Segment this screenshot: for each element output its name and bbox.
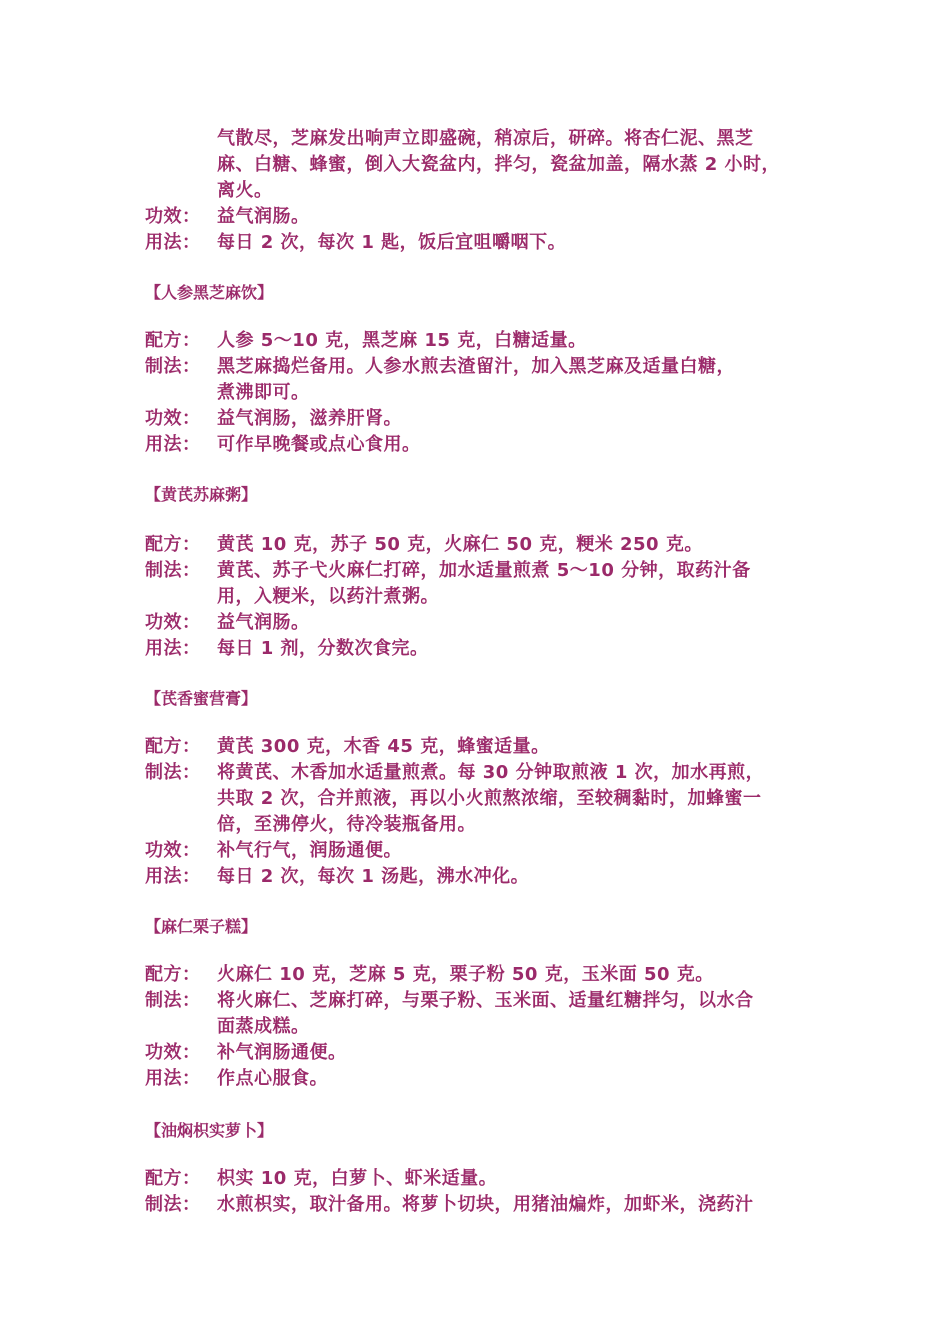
effect-text: 补气润肠通便。 [217, 1042, 347, 1063]
recipe-title: 【人参黑芝麻饮】 [145, 283, 274, 302]
usage-label: 用法： [145, 638, 201, 659]
formula-label: 配方： [145, 736, 201, 757]
usage-row [145, 864, 815, 890]
effect-text: 补气行气，润肠通便。 [217, 840, 402, 861]
recipe-title: 【麻仁栗子糕】 [145, 917, 258, 936]
usage-row [145, 1066, 815, 1092]
usage-label: 用法： [145, 866, 201, 887]
method-line: 共取 2 次，合并煎液，再以小火煎熬浓缩，至较稠黏时，加蜂蜜一 [217, 788, 762, 809]
effect-label: 功效： [145, 840, 201, 861]
formula-label: 配方： [145, 330, 201, 351]
method-row [145, 988, 815, 1040]
empty-label [145, 126, 217, 204]
formula-text: 枳实 10 克，白萝卜、虾米适量。 [217, 1168, 498, 1189]
continuation-line: 麻、白糖、蜂蜜，倒入大瓷盆内，拌匀，瓷盆加盖，隔水蒸 2 小时， [217, 154, 781, 175]
formula-row [145, 1166, 815, 1192]
formula-row [145, 962, 815, 988]
method-label: 制法： [145, 1194, 201, 1215]
effect-label: 功效： [145, 408, 201, 429]
effect-row [145, 610, 815, 636]
usage-text: 每日 2 次，每次 1 汤匙，沸水冲化。 [217, 866, 530, 887]
recipe-title: 【黄芪苏麻粥】 [145, 485, 258, 504]
continuation-line: 气散尽，芝麻发出响声立即盛碗，稍凉后，研碎。将杏仁泥、黑芝 [217, 128, 754, 149]
method-label: 制法： [145, 762, 201, 783]
method-text [217, 760, 815, 838]
continuation-text [145, 126, 815, 204]
usage-label: 用法： [145, 232, 201, 253]
formula-row [145, 328, 815, 354]
effect-row [145, 1040, 815, 1066]
formula-label: 配方： [145, 534, 201, 555]
usage-text: 可作早晚餐或点心食用。 [217, 434, 421, 455]
recipe-title: 【油焖枳实萝卜】 [145, 1121, 274, 1140]
continuation-lines [217, 126, 815, 204]
recipe-title: 【芪香蜜营膏】 [145, 689, 258, 708]
formula-text: 火麻仁 10 克，芝麻 5 克，栗子粉 50 克，玉米面 50 克。 [217, 964, 714, 985]
usage-row [145, 230, 815, 256]
usage-row [145, 636, 815, 662]
formula-text: 人参 5～10 克，黑芝麻 15 克，白糖适量。 [217, 330, 587, 351]
formula-label: 配方： [145, 1168, 201, 1189]
method-line: 用，入粳米，以药汁煮粥。 [217, 586, 439, 607]
effect-label: 功效： [145, 1042, 201, 1063]
formula-row [145, 734, 815, 760]
method-text [217, 354, 815, 406]
method-label: 制法： [145, 356, 201, 377]
formula-row [145, 532, 815, 558]
usage-label: 用法： [145, 1068, 201, 1089]
effect-row [145, 838, 815, 864]
method-line: 将黄芪、木香加水适量煎煮。每 30 分钟取煎液 1 次，加水再煎， [217, 762, 765, 783]
method-label: 制法： [145, 560, 201, 581]
effect-label: 功效： [145, 612, 201, 633]
effect-text: 益气润肠。 [217, 206, 310, 227]
method-line: 倍，至沸停火，待冷装瓶备用。 [217, 814, 476, 835]
method-row [145, 760, 815, 838]
usage-text: 每日 1 剂，分数次食完。 [217, 638, 429, 659]
usage-text: 作点心服食。 [217, 1068, 328, 1089]
effect-row [145, 204, 815, 230]
formula-label: 配方： [145, 964, 201, 985]
effect-row [145, 406, 815, 432]
effect-text: 益气润肠，滋养肝肾。 [217, 408, 402, 429]
method-line: 黑芝麻捣烂备用。人参水煎去渣留汁，加入黑芝麻及适量白糖， [217, 356, 735, 377]
method-text [217, 558, 815, 610]
method-line: 煮沸即可。 [217, 382, 310, 403]
formula-text: 黄芪 10 克，苏子 50 克，火麻仁 50 克，粳米 250 克。 [217, 534, 703, 555]
method-text [217, 1192, 815, 1218]
effect-label: 功效： [145, 206, 201, 227]
method-line: 面蒸成糕。 [217, 1016, 310, 1037]
formula-text: 黄芪 300 克，木香 45 克，蜂蜜适量。 [217, 736, 550, 757]
method-line: 水煎枳实，取汁备用。将萝卜切块，用猪油煸炸，加虾米，浇药汁 [217, 1194, 754, 1215]
effect-text: 益气润肠。 [217, 612, 310, 633]
method-line: 将火麻仁、芝麻打碎，与栗子粉、玉米面、适量红糖拌匀，以水合 [217, 990, 754, 1011]
continuation-line: 离火。 [217, 180, 273, 201]
usage-text: 每日 2 次，每次 1 匙，饭后宜咀嚼咽下。 [217, 232, 567, 253]
method-row [145, 558, 815, 610]
method-row [145, 354, 815, 406]
method-label: 制法： [145, 990, 201, 1011]
usage-row [145, 432, 815, 458]
method-line: 黄芪、苏子弋火麻仁打碎，加水适量煎煮 5～10 分钟，取药汁备 [217, 560, 751, 581]
method-row [145, 1192, 815, 1218]
usage-label: 用法： [145, 434, 201, 455]
method-text [217, 988, 815, 1040]
